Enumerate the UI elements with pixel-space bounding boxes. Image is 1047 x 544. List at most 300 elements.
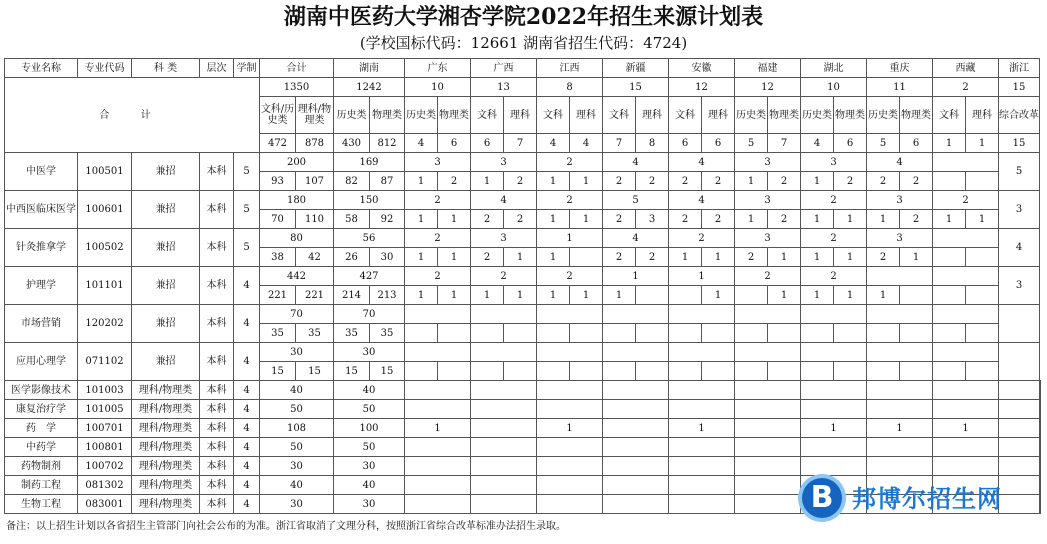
plan-value: 1	[867, 286, 900, 305]
major-name: 生物工程	[5, 495, 78, 514]
zhejiang-plan	[1040, 419, 1041, 438]
plan-value: 93	[260, 172, 296, 191]
plan-sum	[471, 343, 537, 362]
plan-sum	[537, 343, 603, 362]
plan-value: 92	[370, 210, 405, 229]
plan-value	[570, 324, 603, 343]
major-level: 本科	[200, 343, 234, 381]
plan-total: 40	[260, 476, 334, 495]
major-years: 4	[234, 419, 260, 438]
plan-sum: 56	[334, 229, 405, 248]
major-name: 应用心理学	[5, 343, 78, 381]
major-code: 071102	[78, 343, 132, 381]
plan-total: 50	[260, 400, 334, 419]
subcategory-header: 历史类	[334, 97, 370, 134]
subcategory-value: 6	[834, 134, 867, 153]
plan-value: 1	[801, 172, 834, 191]
major-category: 理科/物理类	[132, 495, 200, 514]
major-years: 4	[234, 305, 260, 343]
plan-value	[504, 362, 537, 381]
major-code: 100801	[78, 438, 132, 457]
plan-value	[702, 362, 735, 381]
plan-value	[537, 362, 570, 381]
major-name: 市场营销	[5, 305, 78, 343]
plan-value: 1	[537, 172, 570, 191]
column-header: 广西	[471, 59, 537, 78]
province-plan	[735, 419, 801, 438]
plan-value: 2	[834, 172, 867, 191]
plan-sum: 4	[603, 153, 669, 172]
plan-value: 2	[768, 172, 801, 191]
province-plan	[537, 438, 603, 457]
plan-value: 1	[933, 210, 966, 229]
plan-sum: 180	[260, 191, 334, 210]
plan-value	[636, 286, 669, 305]
plan-sum	[867, 343, 933, 362]
province-plan	[669, 381, 735, 400]
plan-value: 35	[296, 324, 334, 343]
subcategory-value: 4	[801, 134, 834, 153]
plan-value	[966, 362, 999, 381]
subcategory-header: 物理类	[900, 97, 933, 134]
province-plan	[801, 400, 867, 419]
plan-value: 38	[260, 248, 296, 267]
plan-value: 1	[570, 210, 603, 229]
plan-sum	[669, 343, 735, 362]
province-plan	[801, 381, 867, 400]
province-total: 15	[999, 78, 1040, 97]
province-plan: 1	[669, 419, 735, 438]
zhejiang-plan: 4	[999, 229, 1040, 267]
zhejiang-plan: 3	[999, 267, 1040, 305]
plan-value: 1	[735, 172, 768, 191]
plan-value	[933, 362, 966, 381]
plan-sum	[405, 305, 471, 324]
plan-sum: 3	[867, 191, 933, 210]
column-header: 科 类	[132, 59, 200, 78]
subcategory-header: 理科/物理类	[296, 97, 334, 134]
plan-value: 1	[438, 286, 471, 305]
province-plan: 1	[801, 419, 867, 438]
plan-value: 2	[471, 210, 504, 229]
province-plan	[603, 457, 669, 476]
province-plan: 1	[867, 419, 933, 438]
major-category: 兼招	[132, 305, 200, 343]
plan-sum: 2	[405, 229, 471, 248]
plan-total: 40	[260, 381, 334, 400]
province-plan	[867, 400, 933, 419]
plan-sum: 1	[669, 267, 735, 286]
major-category: 理科/物理类	[132, 476, 200, 495]
plan-value: 2	[867, 248, 900, 267]
plan-value: 2	[735, 248, 768, 267]
plan-total: 108	[260, 419, 334, 438]
province-plan	[405, 495, 471, 514]
zhejiang-plan	[1040, 495, 1041, 514]
major-code: 101101	[78, 267, 132, 305]
zhejiang-plan	[999, 305, 1040, 343]
province-plan	[801, 457, 867, 476]
plan-value: 1	[735, 210, 768, 229]
plan-value: 3	[636, 210, 669, 229]
plan-value: 1	[504, 248, 537, 267]
plan-sum	[471, 305, 537, 324]
major-name: 中西医临床医学	[5, 191, 78, 229]
province-total: 13	[471, 78, 537, 97]
plan-value: 1	[834, 210, 867, 229]
subcategory-header: 历史类	[801, 97, 834, 134]
plan-sum: 2	[537, 153, 603, 172]
province-plan	[405, 457, 471, 476]
plan-value: 1	[570, 172, 603, 191]
plan-value: 87	[370, 172, 405, 191]
major-name: 中医学	[5, 153, 78, 191]
major-category: 兼招	[132, 267, 200, 305]
major-name: 药 学	[5, 419, 78, 438]
plan-sum: 3	[735, 191, 801, 210]
major-row	[5, 381, 1041, 400]
major-level: 本科	[200, 457, 234, 476]
zhejiang-plan	[999, 343, 1040, 381]
plan-value: 2	[636, 248, 669, 267]
major-row	[5, 305, 1041, 324]
subcategory-value: 878	[296, 134, 334, 153]
plan-value: 221	[296, 286, 334, 305]
province-plan: 1	[537, 419, 603, 438]
plan-sum: 70	[260, 305, 334, 324]
major-name: 医学影像技术	[5, 381, 78, 400]
subcategory-header: 理科	[504, 97, 537, 134]
plan-value: 213	[370, 286, 405, 305]
major-code: 100601	[78, 191, 132, 229]
column-header: 安徽	[669, 59, 735, 78]
major-category: 兼招	[132, 153, 200, 191]
province-plan	[537, 381, 603, 400]
column-header: 合计	[260, 59, 334, 78]
province-plan	[603, 438, 669, 457]
plan-value: 2	[702, 210, 735, 229]
plan-value	[900, 324, 933, 343]
plan-value	[966, 286, 999, 305]
province-total: 10	[801, 78, 867, 97]
province-plan	[603, 495, 669, 514]
subcategory-header: 理科	[702, 97, 735, 134]
province-plan	[735, 457, 801, 476]
province-plan	[405, 381, 471, 400]
column-header: 新疆	[603, 59, 669, 78]
plan-value	[834, 324, 867, 343]
plan-value: 1	[801, 286, 834, 305]
major-level: 本科	[200, 419, 234, 438]
plan-value	[603, 362, 636, 381]
province-plan	[867, 438, 933, 457]
plan-value: 1	[900, 248, 933, 267]
plan-value	[867, 324, 900, 343]
major-row	[5, 438, 1041, 457]
total-label: 合 计	[5, 78, 260, 153]
watermark-logo	[786, 474, 1038, 530]
plan-sum	[405, 343, 471, 362]
column-header: 湖南	[334, 59, 405, 78]
major-code: 100502	[78, 229, 132, 267]
plan-sum: 2	[801, 191, 867, 210]
plan-value: 214	[334, 286, 370, 305]
zhejiang-plan	[1040, 457, 1041, 476]
plan-total: 50	[260, 438, 334, 457]
major-code: 100701	[78, 419, 132, 438]
zhejiang-plan: 3	[999, 191, 1040, 229]
plan-value: 1	[966, 210, 999, 229]
major-years: 4	[234, 343, 260, 381]
plan-value	[636, 362, 669, 381]
plan-value: 1	[537, 210, 570, 229]
major-level: 本科	[200, 495, 234, 514]
province-plan	[801, 438, 867, 457]
province-plan	[999, 381, 1040, 400]
plan-sum: 150	[334, 191, 405, 210]
plan-value	[537, 324, 570, 343]
subcategory-header: 历史类	[735, 97, 768, 134]
province-plan	[537, 400, 603, 419]
plan-value: 1	[405, 286, 438, 305]
subcategory-header: 历史类	[405, 97, 438, 134]
major-row	[5, 267, 1041, 286]
province-plan	[471, 457, 537, 476]
plan-sum: 2	[405, 267, 471, 286]
subcategory-header: 文科	[669, 97, 702, 134]
major-row	[5, 343, 1041, 362]
plan-value	[405, 324, 438, 343]
plan-sum: 3	[801, 153, 867, 172]
subcategory-value: 4	[570, 134, 603, 153]
hunan-plan: 30	[334, 457, 405, 476]
hunan-plan: 100	[334, 419, 405, 438]
plan-value: 1	[504, 286, 537, 305]
province-total: 11	[867, 78, 933, 97]
plan-sum: 1	[537, 229, 603, 248]
plan-value: 70	[260, 210, 296, 229]
plan-value: 2	[603, 172, 636, 191]
plan-value	[438, 362, 471, 381]
plan-value	[834, 362, 867, 381]
major-level: 本科	[200, 229, 234, 267]
province-plan	[405, 400, 471, 419]
province-plan	[537, 457, 603, 476]
hunan-plan: 40	[334, 476, 405, 495]
plan-sum: 427	[334, 267, 405, 286]
major-code: 100501	[78, 153, 132, 191]
plan-sum	[933, 153, 999, 172]
plan-sum: 3	[735, 229, 801, 248]
plan-value	[735, 324, 768, 343]
plan-value	[669, 362, 702, 381]
major-years: 4	[234, 400, 260, 419]
hunan-plan: 50	[334, 438, 405, 457]
plan-value: 2	[669, 172, 702, 191]
major-code: 120202	[78, 305, 132, 343]
major-level: 本科	[200, 153, 234, 191]
province-plan	[933, 381, 999, 400]
plan-value: 1	[537, 248, 570, 267]
zhejiang-plan	[1040, 476, 1041, 495]
column-header: 江西	[537, 59, 603, 78]
plan-sum	[933, 305, 999, 324]
major-category: 理科/物理类	[132, 457, 200, 476]
plan-value: 15	[334, 362, 370, 381]
hunan-plan: 50	[334, 400, 405, 419]
plan-value: 1	[702, 286, 735, 305]
hunan-plan: 30	[334, 495, 405, 514]
major-category: 理科/物理类	[132, 400, 200, 419]
plan-value: 1	[438, 248, 471, 267]
subcategory-value: 6	[702, 134, 735, 153]
province-total: 1242	[334, 78, 405, 97]
plan-sum	[933, 267, 999, 286]
plan-sum: 2	[669, 229, 735, 248]
province-plan	[933, 457, 999, 476]
major-row	[5, 419, 1041, 438]
major-category: 兼招	[132, 229, 200, 267]
major-level: 本科	[200, 438, 234, 457]
major-code: 101005	[78, 400, 132, 419]
plan-sum: 70	[334, 305, 405, 324]
plan-value: 1	[438, 210, 471, 229]
plan-value: 35	[260, 324, 296, 343]
plan-value: 1	[834, 248, 867, 267]
province-plan	[537, 495, 603, 514]
plan-sum: 3	[735, 153, 801, 172]
plan-value: 42	[296, 248, 334, 267]
plan-value	[933, 248, 966, 267]
plan-value: 2	[867, 172, 900, 191]
plan-sum: 2	[801, 267, 867, 286]
major-years: 4	[234, 438, 260, 457]
plan-value: 2	[702, 172, 735, 191]
plan-value: 107	[296, 172, 334, 191]
subcategory-value: 472	[260, 134, 296, 153]
province-plan	[669, 495, 735, 514]
plan-value: 82	[334, 172, 370, 191]
major-row	[5, 153, 1041, 172]
plan-sum: 4	[471, 191, 537, 210]
plan-value: 1	[405, 172, 438, 191]
plan-value	[570, 362, 603, 381]
major-row	[5, 400, 1041, 419]
plan-sum: 5	[603, 191, 669, 210]
enrollment-plan-table	[4, 58, 1041, 514]
province-plan: 1	[933, 419, 999, 438]
province-plan	[669, 457, 735, 476]
plan-value: 1	[801, 210, 834, 229]
subcategory-value: 430	[334, 134, 370, 153]
plan-value: 2	[471, 248, 504, 267]
subcategory-header: 物理类	[370, 97, 405, 134]
subcategory-value: 8	[636, 134, 669, 153]
footnote: 备注：以上招生计划以各省招生主管部门向社会公布的为准。浙江省取消了文理分科，按照浙江省综合改革标准办法招生录取。	[6, 521, 566, 532]
province-total: 12	[669, 78, 735, 97]
plan-value: 2	[636, 172, 669, 191]
province-plan	[471, 400, 537, 419]
plan-sum: 30	[334, 343, 405, 362]
plan-value	[471, 362, 504, 381]
plan-value	[669, 286, 702, 305]
major-row	[5, 191, 1041, 210]
plan-value: 15	[370, 362, 405, 381]
major-code: 100702	[78, 457, 132, 476]
plan-value	[933, 324, 966, 343]
plan-value: 1	[603, 286, 636, 305]
plan-sum: 30	[260, 343, 334, 362]
province-plan	[669, 476, 735, 495]
subcategory-value: 812	[370, 134, 405, 153]
plan-value: 2	[900, 210, 933, 229]
major-years: 4	[234, 267, 260, 305]
plan-value: 1	[405, 210, 438, 229]
plan-value: 1	[867, 210, 900, 229]
column-header: 专业代码	[78, 59, 132, 78]
subcategory-header: 物理类	[834, 97, 867, 134]
province-plan	[603, 476, 669, 495]
major-years: 5	[234, 229, 260, 267]
plan-value: 35	[334, 324, 370, 343]
column-header: 湖北	[801, 59, 867, 78]
plan-sum	[801, 305, 867, 324]
province-plan	[471, 419, 537, 438]
plan-sum	[603, 305, 669, 324]
major-name: 药物制剂	[5, 457, 78, 476]
plan-sum: 80	[260, 229, 334, 248]
subcategory-value: 1	[966, 134, 999, 153]
province-plan	[735, 438, 801, 457]
plan-value: 2	[438, 172, 471, 191]
subcategory-header: 理科	[636, 97, 669, 134]
plan-sum: 2	[471, 267, 537, 286]
major-name: 针灸推拿学	[5, 229, 78, 267]
major-years: 4	[234, 381, 260, 400]
province-total: 15	[603, 78, 669, 97]
plan-value	[768, 324, 801, 343]
subcategory-value: 6	[471, 134, 504, 153]
province-plan	[999, 419, 1040, 438]
plan-value	[933, 286, 966, 305]
plan-value: 1	[801, 248, 834, 267]
plan-sum: 3	[471, 153, 537, 172]
major-row	[5, 457, 1041, 476]
plan-value: 2	[768, 210, 801, 229]
subcategory-header: 理科	[966, 97, 999, 134]
plan-value: 1	[471, 286, 504, 305]
plan-value: 1	[570, 286, 603, 305]
subcategory-value: 6	[669, 134, 702, 153]
plan-value: 35	[370, 324, 405, 343]
subcategory-header: 历史类	[867, 97, 900, 134]
plan-value: 2	[603, 248, 636, 267]
plan-sum	[867, 267, 933, 286]
plan-sum	[933, 229, 999, 248]
province-plan	[735, 400, 801, 419]
province-plan	[603, 419, 669, 438]
subcategory-value: 15	[999, 134, 1040, 153]
column-header: 重庆	[867, 59, 933, 78]
major-years: 5	[234, 191, 260, 229]
major-level: 本科	[200, 267, 234, 305]
plan-sum: 2	[537, 267, 603, 286]
zhejiang-plan	[1040, 438, 1041, 457]
subcategory-value: 1	[933, 134, 966, 153]
subcategory-value: 7	[768, 134, 801, 153]
major-code: 081302	[78, 476, 132, 495]
subcategory-header: 物理类	[438, 97, 471, 134]
